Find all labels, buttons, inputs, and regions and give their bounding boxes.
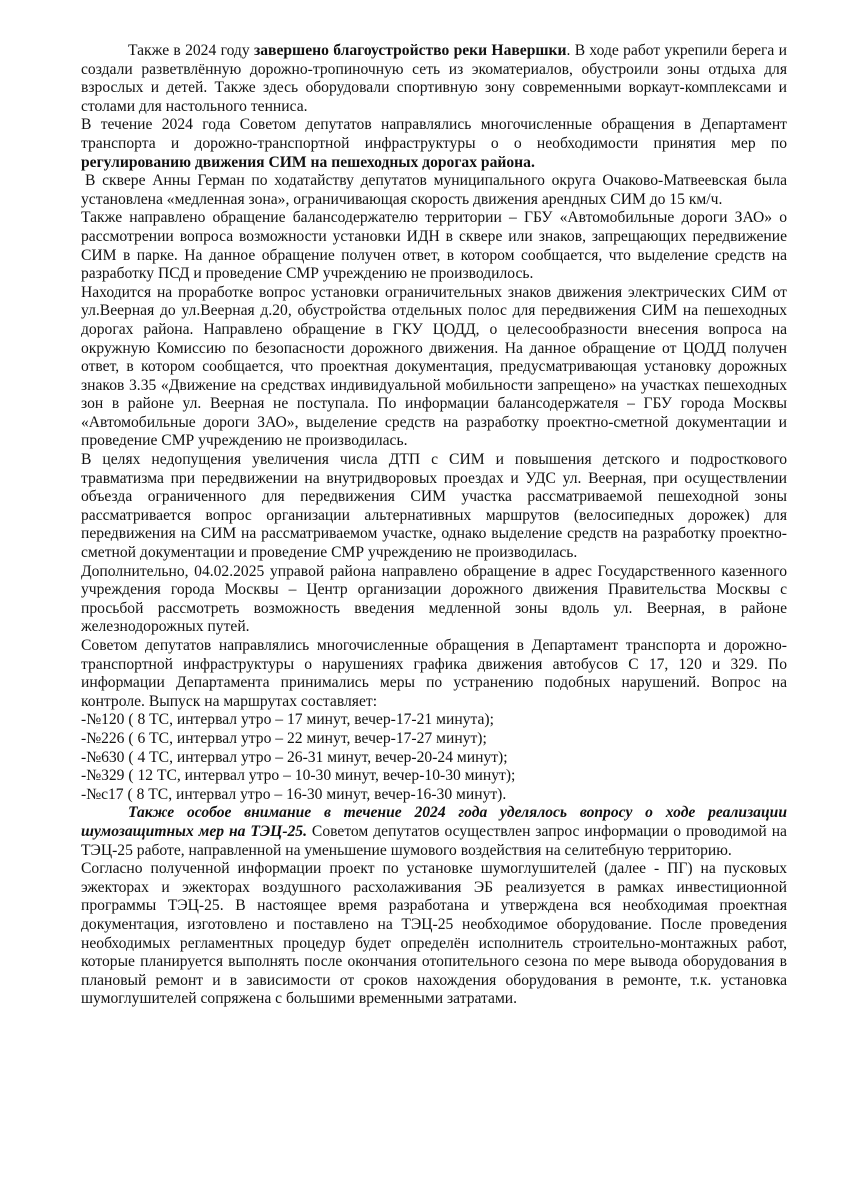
route-item: -№226 ( 6 ТС, интервал утро – 22 минут, вечер-17-27 минут); [81,729,487,747]
paragraph-text: . В ходе работ укрепили берега и создали разветвлённую дорожно-тропиночную сеть из экоматериалов, обустроили зоны отдыха для взрослых и детей. Также здесь оборудовали спортивную зону современными воркаут-комплексами и столами для настольного тенниса. [81,42,787,115]
route-item: -№329 ( 12 ТС, интервал утро – 10-30 минут, вечер-10-30 минут); [81,767,516,785]
paragraph [81,42,787,116]
route-item: -№120 ( 8 ТС, интервал утро – 17 минут, вечер-17-21 минута); [81,711,494,729]
paragraph [81,172,787,209]
paragraph [81,451,787,563]
paragraph [81,637,787,711]
paragraph [81,860,787,1009]
paragraph-text: В течение 2024 года Советом депутатов направлялись многочисленные обращения в Департамент транспорта и дорожно-транспортной инфраструктуры о о необходимости принятия мер по [81,116,787,152]
paragraph-text: Советом депутатов осуществлен запрос информации о проводимой на ТЭЦ-25 работе, направленной на уменьшение шумового воздействия на селитебную территорию. [81,822,787,859]
bus-route-list [81,711,787,804]
route-item: -№с17 ( 8 ТС, интервал утро – 16-30 минут, вечер-16-30 минут). [81,785,507,803]
paragraph-text: В сквере Анны Герман по ходатайству депутатов муниципального округа Очаково-Матвеевская была установлена «медленная зона», ограничивающая скорость движения арендных СИМ до 15 км/ч. [81,172,787,208]
paragraph [81,116,787,172]
paragraph [81,209,787,283]
paragraph-text: В целях недопущения увеличения числа ДТП с СИМ и повышения детского и подросткового травматизма при передвижении на внутридворовых проездах и УДС ул. Веерная, при осуществлении объезда ограниченного для передвижения СИМ участка рассматриваемой пешеходной зоны рассматривается вопрос организации альтернативных маршрутов (велосипедных дорожек) для передвижения на СИМ на рассматриваемом участке, однако выделение средств на разработку проектно-сметной документации и проведение СМР учреждению не производилась. [81,451,787,562]
paragraph [81,563,787,637]
document-body [81,42,787,711]
paragraph-text: Советом депутатов направлялись многочисленные обращения в Департамент транспорта и дорожно-транспортной инфраструктуры о нарушениях графика движения автобусов С 17, 120 и 329. По информации Департамента принимались меры по устранению подобных нарушений. Вопрос на контроле. Выпуск на маршрутах составляет: [81,637,787,710]
emphasis-text: регулированию движения СИМ на пешеходных дорогах района. [81,153,535,171]
document-page [81,42,787,1009]
emphasis-text: завершено благоустройство реки Навершки [253,42,567,59]
paragraph-text: Дополнительно, 04.02.2025 управой района направлено обращение в адрес Государственного казенного учреждения города Москвы – Центр организации дорожного движения Правительства Москвы с просьбой рассмотреть возможность введения медленной зоны вдоль ул. Веерная, в районе железнодорожных путей. [81,562,787,636]
paragraph-text: Находится на проработке вопрос установки ограничительных знаков движения электрических СИМ от ул.Веерная до ул.Веерная д.20, обустройства отдельных полос для передвижения СИМ на пешеходных дорогах района. Направлено обращение в ГКУ ЦОДД, о целесообразности внесения вопроса на окружную Комиссию по безопасности дорожного движения. На данное обращение от ЦОДД получен ответ, в котором сообщается, что проектная документация, предусматривающая установку дорожных знаков 3.35 «Движение на средствах индивидуальной мобильности запрещено» на участках пешеходных зон в районе ул. Веерная не поступала. По информации балансодержателя – ГБУ города Москвы «Автомобильные дороги ЗАО», выделение средств на разработку проектно-сметной документации и проведение СМР учреждению не производилась. [81,283,787,450]
paragraph [81,284,787,451]
document-body-continued [81,804,787,1009]
paragraph-text: Также направлено обращение балансодержателю территории – ГБУ «Автомобильные дороги ЗАО» о рассмотрении вопроса возможности установки ИДН в сквере или знаков, запрещающих передвижение СИМ в парке. На данное обращение получен ответ, в котором сообщается, что выделение средств на разработку ПСД и проведение СМР учреждению не производилось. [81,209,787,283]
paragraph-text: Согласно полученной информации проект по установке шумоглушителей (далее - ПГ) на пусковых эжекторах и эжекторах воздушного расхолаживания ЭБ реализуется в рамках инвестиционной программы ТЭЦ-25. В настоящее время разработана и утверждена вся необходимая проектная документация, изготовлено и поставлено на ТЭЦ-25 необходимое оборудование. После проведения необходимых регламентных процедур будет определён исполнитель строительно-монтажных работ, которые планируется выполнять после окончания отопительного сезона по мере вывода оборудования в плановый ремонт и в зависимости от сроков нахождения оборудования в ремонте, т.к. установка шумоглушителей сопряжена с большими временными затратами. [81,860,787,1008]
paragraph-text: Также в 2024 году [128,42,254,59]
paragraph [81,804,787,860]
emphasis-text: Также особое внимание в течение 2024 года уделялось вопросу о ходе реализации шумозащитных мер на ТЭЦ-25. [81,804,787,840]
route-item: -№630 ( 4 ТС, интервал утро – 26-31 минут, вечер-20-24 минут); [81,748,508,766]
